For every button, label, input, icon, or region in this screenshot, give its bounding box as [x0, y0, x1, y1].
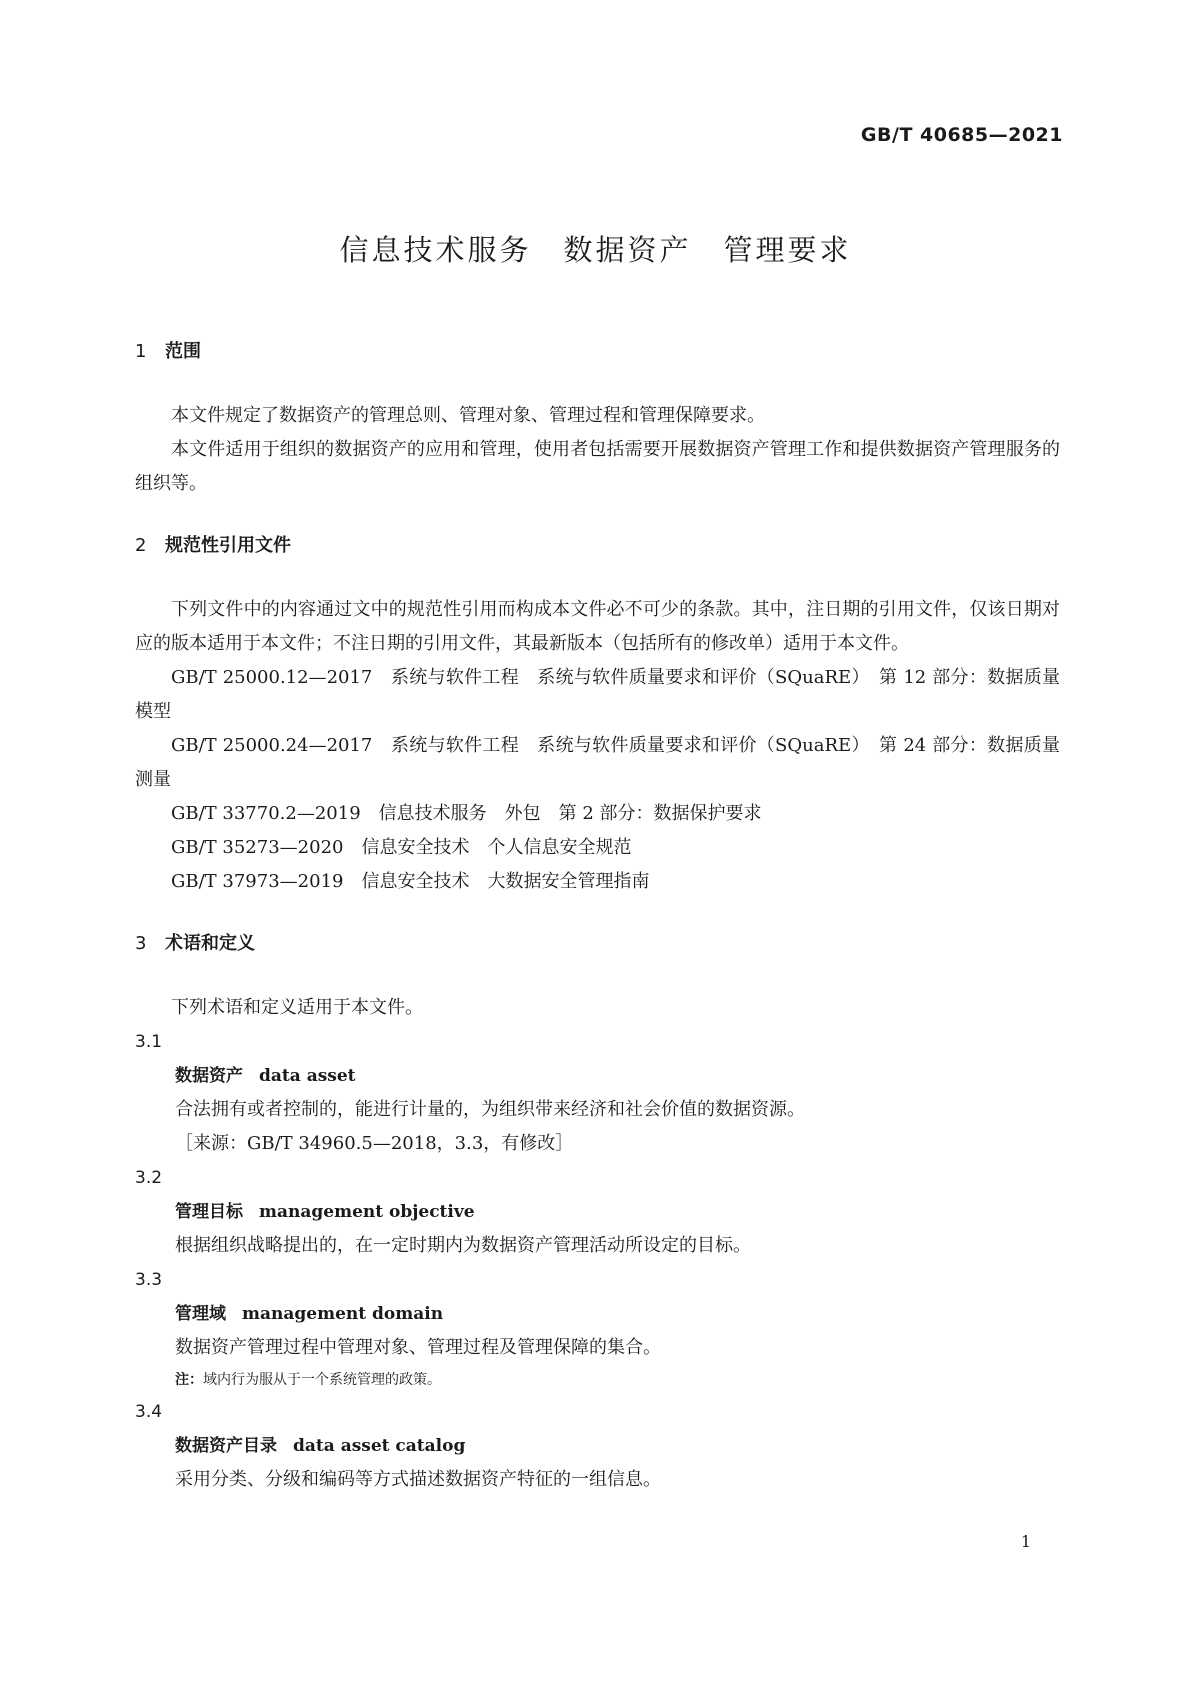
section-number: 2: [135, 535, 147, 556]
paragraph: 下列文件中的内容通过文中的规范性引用而构成本文件必不可少的条款。其中，注日期的引用文件，仅该日期对应的版本适用于本文件；不注日期的引用文件，其最新版本（包括所有的修改单）适用于本文件。: [135, 599, 1060, 654]
term-definition: 根据组织战略提出的，在一定时期内为数据资产管理活动所设定的目标。: [175, 1235, 751, 1256]
reference-item: GB/T 25000.12—2017 系统与软件工程 系统与软件质量要求和评价（SQuaRE） 第 12 部分：数据质量模型: [135, 667, 1060, 722]
section-title: 范围: [165, 341, 201, 362]
section-title: 规范性引用文件: [165, 535, 291, 556]
paragraph: 本文件适用于组织的数据资产的应用和管理，使用者包括需要开展数据资产管理工作和提供数据资产管理服务的组织等。: [135, 439, 1060, 494]
standard-code: GB/T 40685—2021: [860, 124, 1063, 146]
term-en: management domain: [242, 1304, 444, 1324]
term-heading: [135, 1059, 1060, 1093]
reference-item: GB/T 33770.2—2019 信息技术服务 外包 第 2 部分：数据保护要求: [171, 803, 762, 824]
paragraph: 下列术语和定义适用于本文件。: [171, 997, 423, 1018]
reference-item: GB/T 37973—2019 信息安全技术 大数据安全管理指南: [171, 871, 650, 892]
term-zh: 管理域: [175, 1304, 226, 1324]
term-heading: [135, 1297, 1060, 1331]
paragraph: 本文件规定了数据资产的管理总则、管理对象、管理过程和管理保障要求。: [171, 405, 765, 426]
term-definition: 数据资产管理过程中管理对象、管理过程及管理保障的集合。: [175, 1337, 661, 1358]
reference-item: GB/T 35273—2020 信息安全技术 个人信息安全规范: [171, 837, 632, 858]
term-zh: 数据资产: [175, 1066, 243, 1086]
term-en: management objective: [259, 1202, 475, 1222]
note-text: 域内行为服从于一个系统管理的政策。: [203, 1372, 441, 1388]
document-body: [135, 335, 1060, 1497]
term-number: 3.3: [135, 1270, 163, 1290]
term-en: data asset catalog: [293, 1436, 466, 1456]
section-heading-1: [135, 335, 1060, 369]
term-definition: 采用分类、分级和编码等方式描述数据资产特征的一组信息。: [175, 1469, 661, 1490]
term-zh: 数据资产目录: [175, 1436, 277, 1456]
section-heading-3: [135, 927, 1060, 961]
term-number: 3.4: [135, 1402, 163, 1422]
term-definition: 合法拥有或者控制的，能进行计量的，为组织带来经济和社会价值的数据资源。: [175, 1099, 805, 1120]
section-title: 术语和定义: [165, 933, 255, 954]
reference-item: GB/T 25000.24—2017 系统与软件工程 系统与软件质量要求和评价（SQuaRE） 第 24 部分：数据质量测量: [135, 735, 1060, 790]
term-source: ［来源：GB/T 34960.5—2018，3.3，有修改］: [175, 1133, 574, 1154]
section-number: 3: [135, 933, 147, 954]
term-heading: [135, 1195, 1060, 1229]
term-number: 3.1: [135, 1032, 163, 1052]
term-heading: [135, 1429, 1060, 1463]
page-number: 1: [1020, 1532, 1031, 1551]
term-note: [135, 1365, 1060, 1395]
note-label: 注：: [175, 1372, 203, 1388]
term-zh: 管理目标: [175, 1202, 243, 1222]
section-heading-2: [135, 529, 1060, 563]
term-number: 3.2: [135, 1168, 163, 1188]
term-en: data asset: [259, 1066, 356, 1086]
document-title: 信息技术服务 数据资产 管理要求: [339, 233, 852, 267]
section-number: 1: [135, 341, 147, 362]
